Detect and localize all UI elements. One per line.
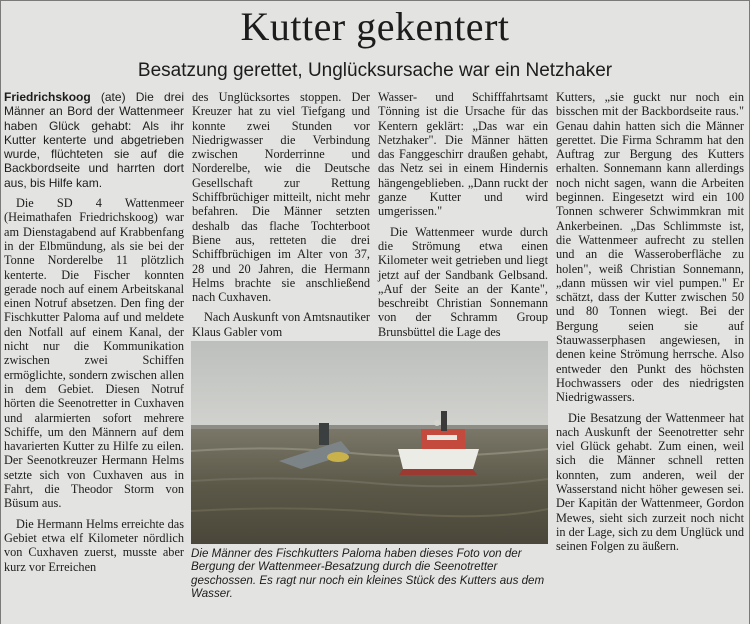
article-column-2 [192, 90, 370, 339]
subheadline: Besatzung gerettet, Unglücksursache war ein Netzhaker [137, 60, 613, 81]
body-paragraph: Die Besatzung der Wattenmeer hat nach Auskunft der Seenotretter sehr viel Glück gehabt. Zum einen, weil sich die Männer schnell retten konnten, zum anderen, weil der Wasserstand nicht höher gewesen sei. Der Kapitän der Wattenmeer, Gordon Mewes, sieht sich zurzeit noch nicht in der Lage, sich zu dem Unglück und seinen Folgen zu äußern. [556, 410, 744, 554]
body-paragraph: Die Hermann Helms erreichte das Gebiet etwa elf Kilometer nördlich von Cuxhaven zuerst, musste aber kurz vor Erreichen [4, 516, 184, 574]
headline: Kutter gekentert [240, 4, 510, 49]
body-paragraph: Die Wattenmeer wurde durch die Strömung etwa einen Kilometer weit getrieben und liegt jetzt auf der Sandbank Gelbsand. „Auf der Seite an der Kante", beschreibt Christian Sonnemann von der Schramm Group Brunsbüttel die Lage des [378, 224, 548, 339]
photo-caption: Die Männer des Fischkutters Paloma haben dieses Foto von der Bergung der Wattenmeer-Besatzung durch die Seenotretter geschossen. Es ragt nur noch ein kleines Stück des Kutters aus dem Wasser. [191, 547, 545, 600]
body-paragraph: Nach Auskunft von Amtsnautiker Klaus Gabler vom [192, 310, 370, 339]
body-paragraph: des Unglücksortes stoppen. Der Kreuzer hat zu viel Tiefgang und konnte zwei Stunden vor Niedrigwasser die Verbindung zwischen Norderrinne und Norderelbe, wie die Deutsche Gesellschaft zur Rettung Schiffbrüchiger mitteilt, nicht mehr befahren. Die Männer setzten deshalb das flache Tochterboot Biene aus, retteten die drei Schiffbrüchigen im Alter von 37, 28 und 20 Jahren, die Hermann Helms brachte sie anschließend nach Cuxhaven. [192, 90, 370, 305]
lead-paragraph [4, 90, 184, 190]
scan-edge-top [0, 0, 750, 1]
article-column-4 [556, 90, 744, 554]
article-column-1 [4, 90, 184, 574]
body-paragraph: Kutters, „sie guckt nur noch ein bisschen mit der Backbordseite raus." Genau dahin hatten sich die Männer gerettet. Die Firma Schramm hat den Auftrag zur Bergung des Kutters erhalten. Sonnemann kann allerdings noch nicht sagen, wann die Arbeiten beginnen. Eingesetzt wird ein 100 Tonnen schwerer Schwimmkran mit Ankerbeinen. „Das Schlimmste ist, die Wattenmeer aufrecht zu stellen und an die Wasseroberfläche zu holen", weiß Christian Sonnemann, „dann müssen wir viel pumpen." Er schätzt, dass der Kutter zwischen 50 und 80 Tonnen wiegt. Bei der Bergung seien sie auf Stauwasserphasen angewiesen, in denen keine Strömung herrsche. Also entweder den Punkt des höchsten Hochwassers oder des niedrigsten Niedrigwassers. [556, 90, 744, 405]
scan-edge-left [0, 0, 1, 624]
rescue-photo-image [191, 341, 548, 544]
lead-text: (ate) Die drei Männer an Bord der Wattenmeer haben Glück gehabt: Als ihr Kutter kenterte und abgetrieben wurde, flüchteten sie auf die Backbordseite und harrten dort aus, bis Hilfe kam. [4, 90, 184, 190]
rescue-photo [191, 341, 548, 544]
body-paragraph: Die SD 4 Wattenmeer (Heimathafen Friedrichskoog) war am Dienstagabend auf Krabbenfang in der Elbmündung, als sie bei der Tonne Norderelbe 11 plötzlich kenterte. Die Fischer konnten gerade noch auf einem Arbeitskanal einen Notruf absetzen. Den fing der Fischkutter Paloma auf und meldete den Notfall auf einem Kanal, der nicht nur die Kommunikation zwischen zwei Schiffen ermöglichte, sondern zwischen allen in dem Gebiet. Diesen Notruf hörten die Seenotretter in Cuxhaven und alarmierten sofort mehrere Schiffe, um den Männern auf dem havarierten Kutter zu Hilfe zu eilen. Der Seenotkreuzer Hermann Helms setzte sich von Cuxhaven aus in Fahrt, die Theodor Storm von Büsum aus. [4, 196, 184, 511]
body-paragraph: Wasser- und Schifffahrtsamt Tönning ist die Ursache für das Kentern geklärt: „Das war ein Netzhaker". Die Männer hätten das Fanggeschirr draußen gehabt, das Netz sei in einem Hindernis hängengeblieben. „Dann ruckt der ganze Kutter und wird umgerissen." [378, 90, 548, 219]
dateline: Friedrichskoog [4, 90, 91, 104]
article-column-3 [378, 90, 548, 339]
